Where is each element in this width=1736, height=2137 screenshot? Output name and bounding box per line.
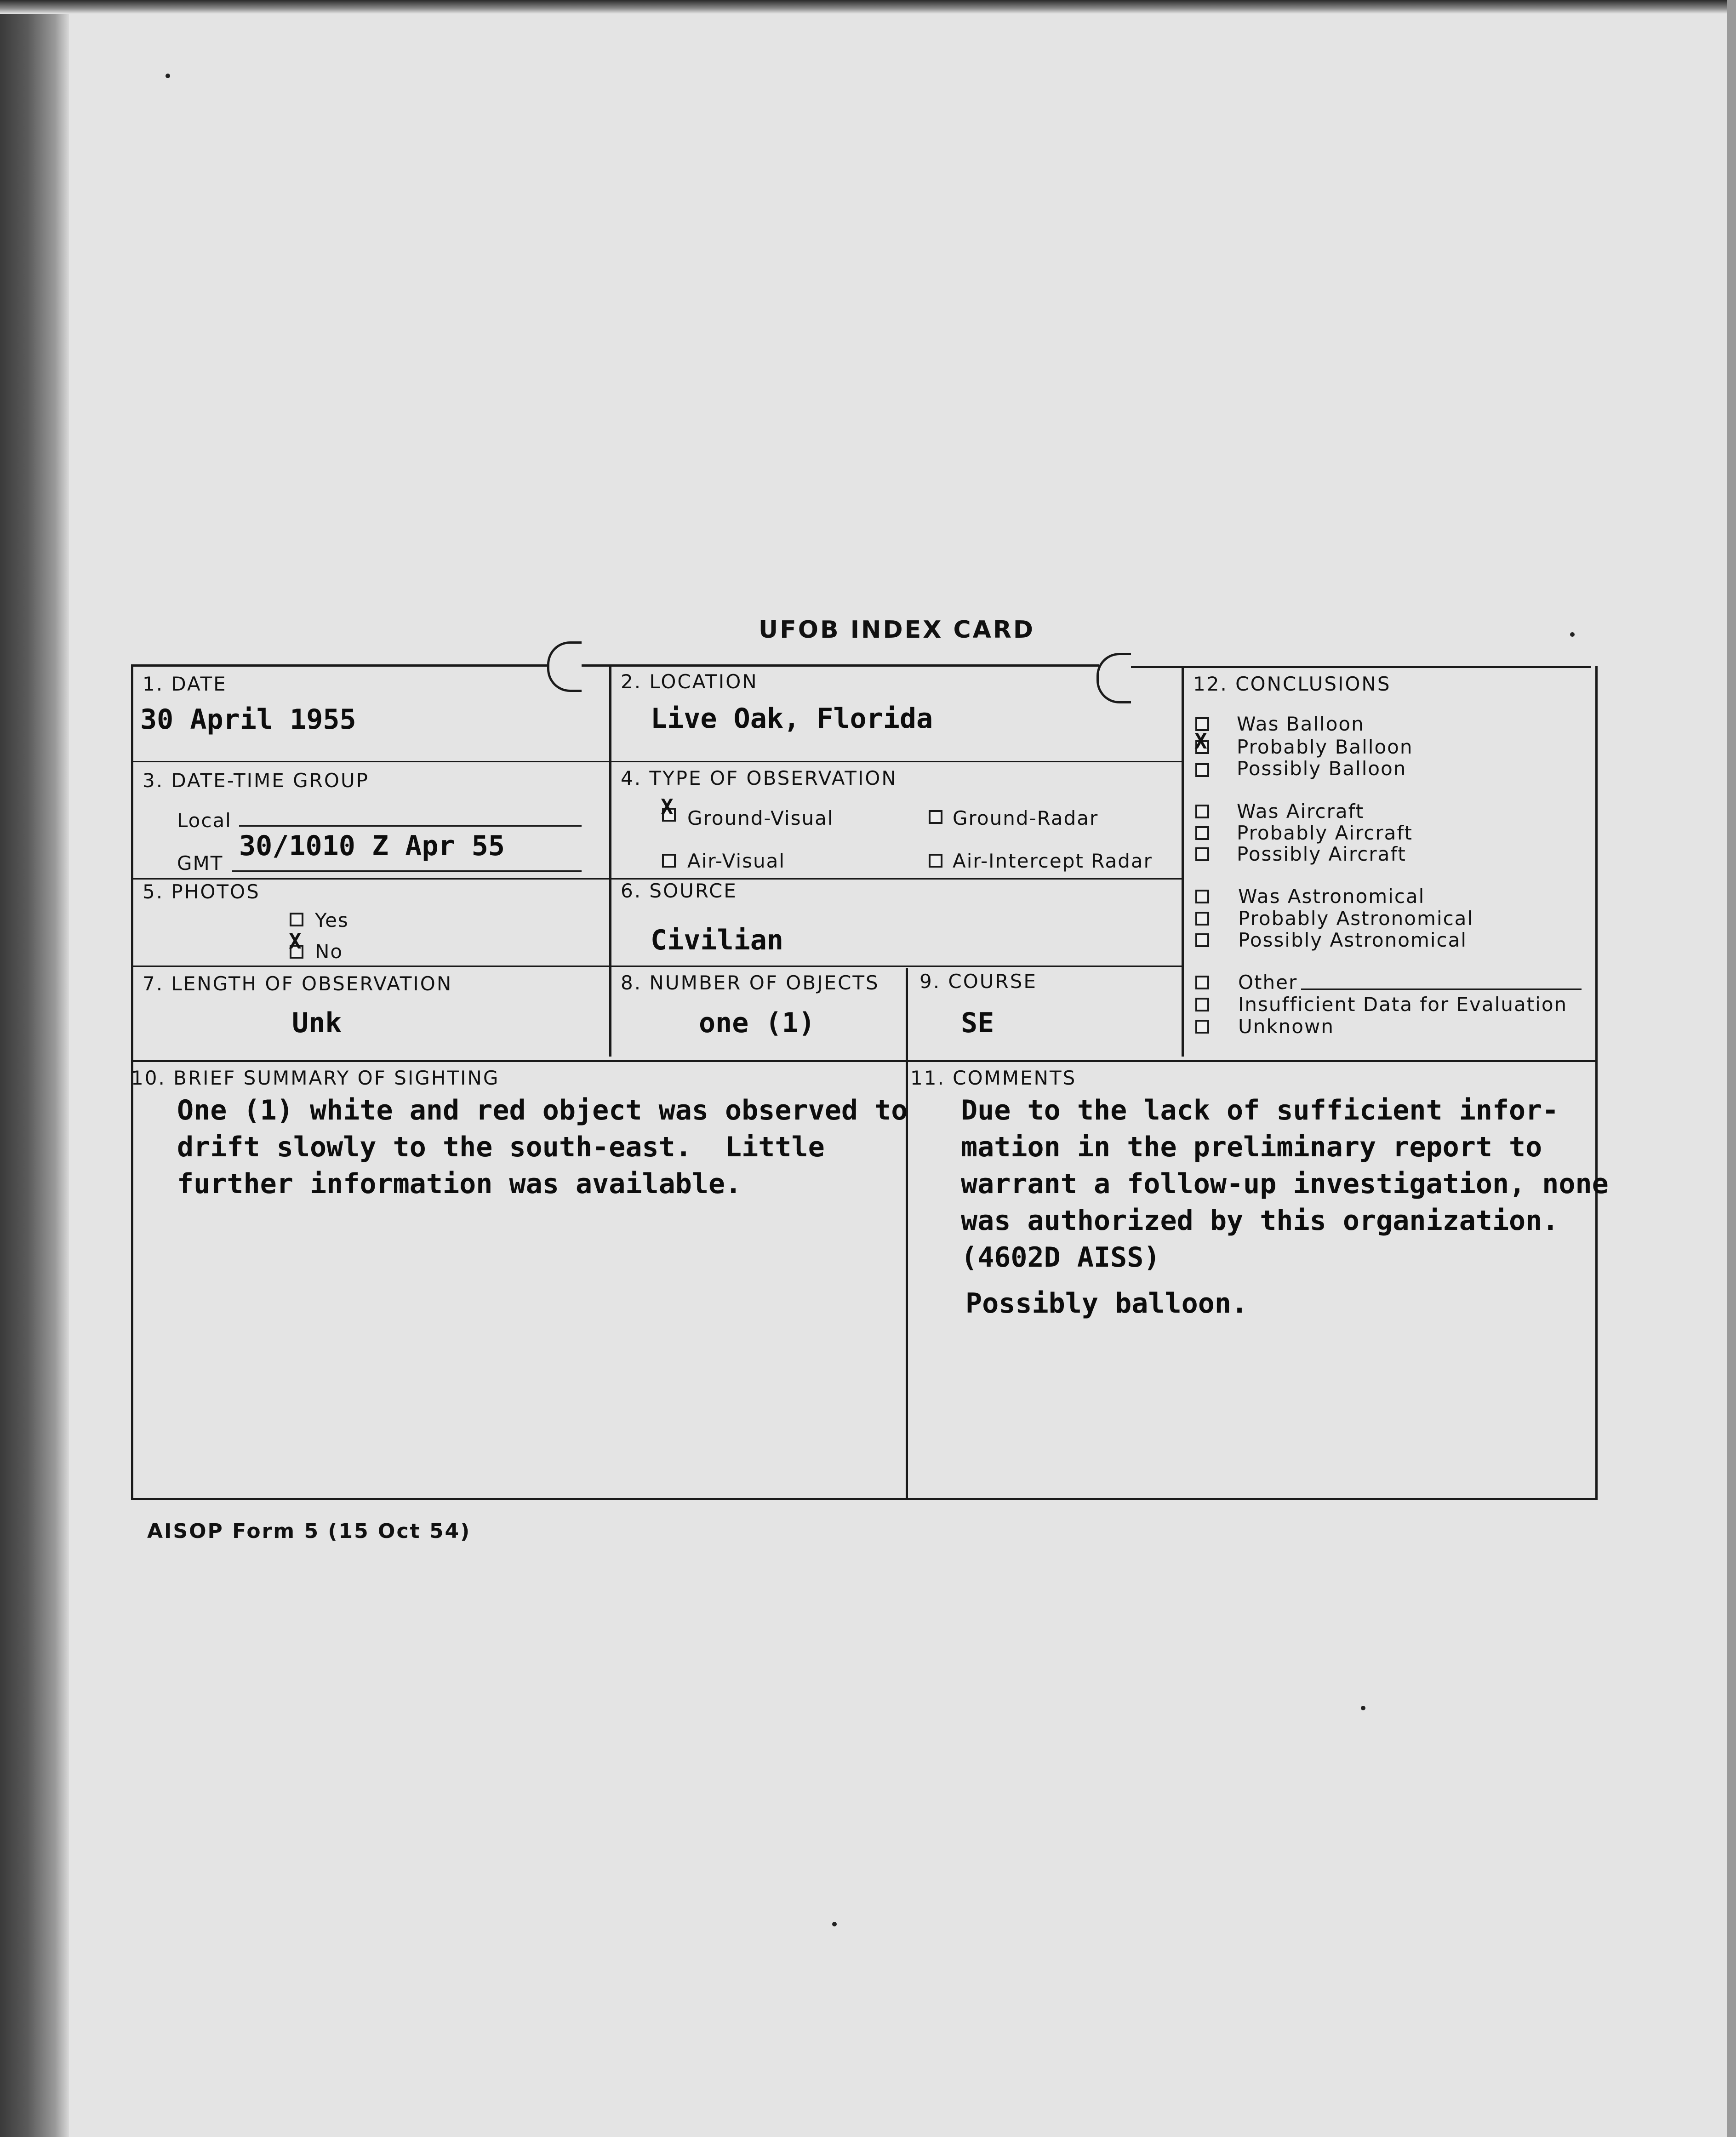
checkbox-possibly-aircraft[interactable] [1195,847,1209,861]
conclusion-probably-aircraft: Probably Aircraft [1237,822,1413,844]
col-divider-mid [906,968,908,1499]
comments-label: 11. COMMENTS [910,1067,1077,1089]
location-label: 2. LOCATION [621,670,758,693]
checkbox-possibly-balloon[interactable] [1195,763,1209,777]
col-divider-1 [609,666,611,1057]
row-line-4 [131,1060,1598,1062]
conclusion-other-line [1301,989,1582,990]
scan-speck [166,74,170,78]
photos-label: 5. PHOTOS [143,880,260,903]
col-divider-2 [1182,666,1184,1057]
conclusion-probably-balloon: Probably Balloon [1237,736,1413,758]
summary-label: 10. BRIEF SUMMARY OF SIGHTING [131,1067,500,1089]
scan-edge-left [0,0,69,2137]
checkbox-insufficient-data[interactable] [1195,998,1209,1011]
dtg-gmt-line [232,870,582,872]
dtg-local-label: Local [177,809,232,832]
source-value: Civilian [651,924,783,956]
scan-edge-top [0,0,1736,14]
course-label: 9. COURSE [919,970,1037,993]
checkbox-probably-aircraft[interactable] [1195,826,1209,840]
conclusion-unknown: Unknown [1238,1015,1334,1038]
date-value: 30 April 1955 [140,703,356,736]
length-value: Unk [292,1007,342,1039]
checkbox-probably-astronomical[interactable] [1195,912,1209,926]
course-value: SE [961,1007,994,1039]
num-objects-value: one (1) [699,1007,815,1039]
source-label: 6. SOURCE [621,880,737,902]
dtg-gmt-label: GMT [177,852,223,874]
checkbox-was-astronomical[interactable] [1195,890,1209,903]
obs-type-label: 4. TYPE OF OBSERVATION [621,767,897,789]
checkbox-was-aircraft[interactable] [1195,805,1209,818]
obs-option-air-visual: Air-Visual [687,850,786,872]
conclusion-was-balloon: Was Balloon [1237,713,1365,735]
obs-option-ground-radar: Ground-Radar [953,807,1099,829]
checkbox-unknown[interactable] [1195,1020,1209,1034]
dtg-local-line [239,825,582,827]
conclusion-was-astronomical: Was Astronomical [1238,885,1425,908]
checkbox-air-visual[interactable] [662,854,676,868]
card-notch-left [547,641,582,692]
comments-conclusion-note: Possibly balloon. [965,1287,1248,1320]
check-x-mark: X [661,794,674,819]
conclusion-possibly-astronomical: Possibly Astronomical [1238,929,1468,951]
check-x-mark: X [289,929,302,954]
checkbox-possibly-astronomical[interactable] [1195,933,1209,947]
frame-top-right [1129,666,1591,668]
date-label: 1. DATE [143,673,227,695]
form-id: AISOP Form 5 (15 Oct 54) [147,1520,471,1543]
summary-text: One (1) white and red object was observed to drift slowly to the south-east. Little further information was available. [177,1094,908,1200]
checkbox-photos-yes[interactable] [290,913,303,926]
scan-edge-right [1727,0,1736,2137]
photos-option-yes: Yes [315,909,349,931]
scan-speck [1361,1706,1365,1710]
checkbox-ground-radar[interactable] [929,810,942,824]
obs-option-ground-visual: Ground-Visual [687,807,834,829]
conclusion-possibly-balloon: Possibly Balloon [1237,757,1407,780]
conclusion-other: Other [1238,971,1298,994]
scan-speck [832,1922,837,1926]
conclusion-insufficient-data: Insufficient Data for Evaluation [1238,993,1568,1016]
frame-bottom [131,1498,1598,1500]
location-value: Live Oak, Florida [651,703,933,735]
row-line-1 [131,761,1184,762]
conclusion-probably-astronomical: Probably Astronomical [1238,907,1474,930]
check-x-mark: X [1194,729,1207,754]
photos-option-no: No [315,940,343,963]
num-objects-label: 8. NUMBER OF OBJECTS [621,971,879,994]
frame-right [1595,666,1598,1500]
comments-text: Due to the lack of sufficient infor- mation in the preliminary report to warrant a follow-up investigation, none was authorized by this organization. (4602D AISS) [961,1094,1609,1274]
frame-top-mid [579,664,1099,667]
obs-option-air-intercept-radar: Air-Intercept Radar [953,850,1153,872]
scan-speck [1570,632,1575,637]
conclusion-was-aircraft: Was Aircraft [1237,800,1365,823]
dtg-label: 3. DATE-TIME GROUP [143,769,370,792]
checkbox-air-intercept-radar[interactable] [929,854,942,868]
conclusion-possibly-aircraft: Possibly Aircraft [1237,843,1406,865]
dtg-gmt-value: 30/1010 Z Apr 55 [239,830,505,862]
conclusions-label: 12. CONCLUSIONS [1193,673,1391,695]
card-title: UFOB INDEX CARD [759,616,1035,644]
card-notch-right [1096,653,1131,703]
checkbox-other[interactable] [1195,976,1209,989]
length-label: 7. LENGTH OF OBSERVATION [143,972,453,995]
row-line-3 [131,966,1184,967]
frame-top-left [131,664,549,667]
